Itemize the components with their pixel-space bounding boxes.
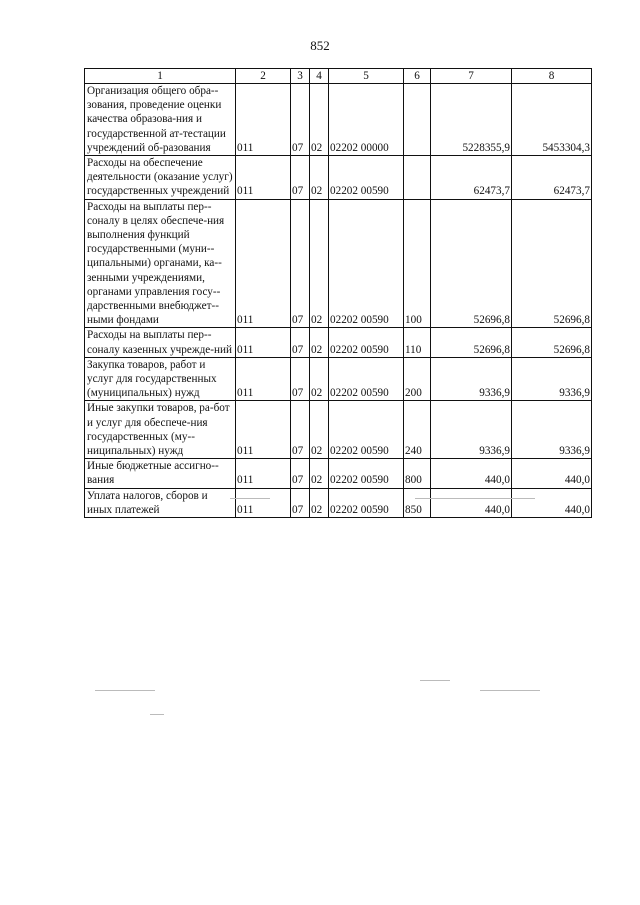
table-header-row bbox=[85, 69, 592, 84]
column-header: 6 bbox=[404, 69, 431, 84]
row-amount-2: 5453304,3 bbox=[512, 84, 592, 156]
scan-artifact bbox=[415, 498, 535, 499]
row-expense-type: 800 bbox=[404, 459, 431, 488]
row-ministry-code: 011 bbox=[236, 459, 291, 488]
scan-artifact bbox=[480, 690, 540, 691]
row-amount-2: 440,0 bbox=[512, 459, 592, 488]
column-header: 5 bbox=[329, 69, 404, 84]
row-subsection-code: 02 bbox=[310, 459, 329, 488]
row-amount-1: 5228355,9 bbox=[431, 84, 512, 156]
row-section-code: 07 bbox=[291, 156, 310, 200]
row-target-code: 02202 00590 bbox=[329, 357, 404, 401]
row-section-code: 07 bbox=[291, 401, 310, 459]
table-row bbox=[85, 459, 592, 488]
table-row bbox=[85, 156, 592, 200]
row-section-code: 07 bbox=[291, 199, 310, 328]
row-expense-type: 240 bbox=[404, 401, 431, 459]
row-subsection-code: 02 bbox=[310, 156, 329, 200]
row-expense-type bbox=[404, 84, 431, 156]
row-ministry-code: 011 bbox=[236, 488, 291, 517]
row-amount-2: 62473,7 bbox=[512, 156, 592, 200]
row-subsection-code: 02 bbox=[310, 488, 329, 517]
row-expense-type: 850 bbox=[404, 488, 431, 517]
row-subsection-code: 02 bbox=[310, 401, 329, 459]
column-header: 2 bbox=[236, 69, 291, 84]
row-section-code: 07 bbox=[291, 328, 310, 357]
row-amount-2: 9336,9 bbox=[512, 357, 592, 401]
row-amount-1: 62473,7 bbox=[431, 156, 512, 200]
row-name: Уплата налогов, сборов и иных платежей bbox=[85, 488, 236, 517]
table-row bbox=[85, 199, 592, 328]
row-expense-type: 110 bbox=[404, 328, 431, 357]
row-target-code: 02202 00590 bbox=[329, 488, 404, 517]
row-ministry-code: 011 bbox=[236, 199, 291, 328]
row-ministry-code: 011 bbox=[236, 156, 291, 200]
scan-artifact bbox=[420, 680, 450, 681]
column-header: 7 bbox=[431, 69, 512, 84]
column-header: 4 bbox=[310, 69, 329, 84]
row-amount-1: 440,0 bbox=[431, 488, 512, 517]
row-amount-1: 9336,9 bbox=[431, 357, 512, 401]
row-subsection-code: 02 bbox=[310, 84, 329, 156]
row-expense-type: 200 bbox=[404, 357, 431, 401]
row-target-code: 02202 00590 bbox=[329, 459, 404, 488]
row-ministry-code: 011 bbox=[236, 84, 291, 156]
row-section-code: 07 bbox=[291, 357, 310, 401]
row-amount-2: 52696,8 bbox=[512, 199, 592, 328]
row-ministry-code: 011 bbox=[236, 328, 291, 357]
column-header: 1 bbox=[85, 69, 236, 84]
row-target-code: 02202 00590 bbox=[329, 401, 404, 459]
row-section-code: 07 bbox=[291, 459, 310, 488]
table-row bbox=[85, 84, 592, 156]
table-row bbox=[85, 357, 592, 401]
scan-artifact bbox=[150, 714, 164, 715]
row-expense-type bbox=[404, 156, 431, 200]
row-ministry-code: 011 bbox=[236, 401, 291, 459]
row-section-code: 07 bbox=[291, 488, 310, 517]
row-expense-type: 100 bbox=[404, 199, 431, 328]
row-target-code: 02202 00590 bbox=[329, 199, 404, 328]
row-target-code: 02202 00590 bbox=[329, 328, 404, 357]
row-target-code: 02202 00590 bbox=[329, 156, 404, 200]
row-section-code: 07 bbox=[291, 84, 310, 156]
table-row bbox=[85, 401, 592, 459]
row-target-code: 02202 00000 bbox=[329, 84, 404, 156]
table-row bbox=[85, 488, 592, 517]
row-name: Иные закупки товаров, ра-бот и услуг для обеспече-ния государственных (му-ниципальных) нужд bbox=[85, 401, 236, 459]
row-ministry-code: 011 bbox=[236, 357, 291, 401]
row-amount-2: 52696,8 bbox=[512, 328, 592, 357]
row-amount-2: 9336,9 bbox=[512, 401, 592, 459]
row-name: Закупка товаров, работ и услуг для государственных (муниципальных) нужд bbox=[85, 357, 236, 401]
row-name: Расходы на обеспечение деятельности (оказание услуг) государственных учреждений bbox=[85, 156, 236, 200]
scan-artifact bbox=[95, 690, 155, 691]
column-header: 8 bbox=[512, 69, 592, 84]
row-amount-1: 52696,8 bbox=[431, 199, 512, 328]
budget-table bbox=[84, 68, 592, 518]
row-amount-1: 440,0 bbox=[431, 459, 512, 488]
page-number: 852 bbox=[310, 38, 330, 53]
row-name: Расходы на выплаты пер-соналу казенных учрежде-ний bbox=[85, 328, 236, 357]
row-name: Расходы на выплаты пер-соналу в целях обеспече-ния выполнения функций государственными (муни-ципальными) органами, ка-зенными учреждениями, органами управления госу-дарственными внебюджет-ными фондами bbox=[85, 199, 236, 328]
row-name: Иные бюджетные ассигно-вания bbox=[85, 459, 236, 488]
row-amount-1: 9336,9 bbox=[431, 401, 512, 459]
row-subsection-code: 02 bbox=[310, 328, 329, 357]
row-name: Организация общего обра-зования, проведение оценки качества образова-ния и государственной ат-тестации учреждений об-разования bbox=[85, 84, 236, 156]
row-subsection-code: 02 bbox=[310, 199, 329, 328]
row-subsection-code: 02 bbox=[310, 357, 329, 401]
row-amount-1: 52696,8 bbox=[431, 328, 512, 357]
scan-artifact bbox=[230, 498, 270, 499]
table-row bbox=[85, 328, 592, 357]
column-header: 3 bbox=[291, 69, 310, 84]
row-amount-2: 440,0 bbox=[512, 488, 592, 517]
